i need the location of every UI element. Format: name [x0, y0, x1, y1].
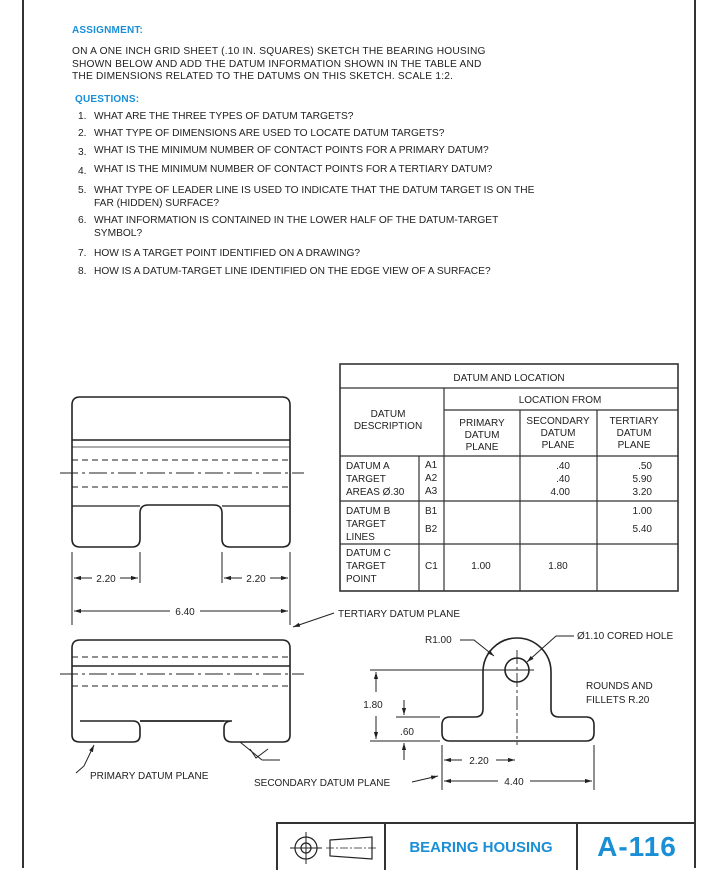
- row-c-id: C1: [425, 561, 438, 572]
- primary-leader: [76, 745, 94, 773]
- secondary-leader: [412, 776, 438, 782]
- cored-hole-leader: [527, 636, 574, 662]
- question-number: 2.: [78, 128, 87, 139]
- question-number: 5.: [78, 185, 87, 196]
- row-c-desc: DATUM C: [346, 548, 391, 559]
- projection-symbol: [278, 824, 386, 870]
- secondary-label: SECONDARY DATUM PLANE: [254, 778, 391, 789]
- question-line: WHAT TYPE OF LEADER LINE IS USED TO INDICATE THAT THE DATUM TARGET IS ON THE: [94, 185, 535, 196]
- surface-finish-symbol: [240, 742, 280, 760]
- question-line: WHAT IS THE MINIMUM NUMBER OF CONTACT POINTS FOR A TERTIARY DATUM?: [94, 164, 493, 175]
- row-a-desc: AREAS Ø.30: [346, 487, 405, 498]
- question-number: 7.: [78, 248, 87, 259]
- row-a-id: A1: [425, 460, 438, 471]
- dim-c: 2.20: [469, 756, 489, 767]
- row-b-desc: TARGET: [346, 519, 386, 530]
- questions-heading: QUESTIONS:: [75, 94, 140, 105]
- col-secondary-header: PLANE: [541, 440, 575, 451]
- radius-label: R1.00: [425, 635, 452, 646]
- title-block: [276, 822, 696, 870]
- dim-width: 6.40: [175, 607, 195, 618]
- row-a-secondary: .40: [556, 461, 570, 472]
- row-b-id: B1: [425, 506, 438, 517]
- row-c-desc: TARGET: [346, 561, 386, 572]
- desc-header: DATUM: [370, 409, 406, 420]
- question-number: 6.: [78, 215, 87, 226]
- col-primary-header: DATUM: [464, 430, 500, 441]
- datum-table-text: [346, 373, 659, 585]
- dim-height: 1.80: [363, 700, 383, 711]
- row-a-id: A3: [425, 486, 438, 497]
- row-b-desc: LINES: [346, 532, 375, 543]
- third-angle-projection-icon: [278, 824, 384, 870]
- drawing-number: A-116: [597, 831, 677, 862]
- assignment-line: SHOWN BELOW AND ADD THE DATUM INFORMATION SHOWN IN THE TABLE AND: [72, 58, 482, 70]
- col-secondary-header: SECONDARY: [526, 416, 590, 427]
- front-view: [60, 640, 304, 742]
- question-line: WHAT INFORMATION IS CONTAINED IN THE LOWER HALF OF THE DATUM-TARGET: [94, 215, 499, 226]
- dim-left-slot: 2.20: [96, 574, 116, 585]
- row-a-tertiary: 3.20: [632, 487, 652, 498]
- row-b-tertiary: 1.00: [632, 506, 652, 517]
- question-line: WHAT ARE THE THREE TYPES OF DATUM TARGETS?: [94, 111, 354, 122]
- table-title: DATUM AND LOCATION: [453, 373, 565, 384]
- desc-header: DESCRIPTION: [353, 421, 423, 432]
- row-a-secondary: .40: [556, 474, 570, 485]
- dim-right-slot: 2.20: [246, 574, 266, 585]
- question-number: 8.: [78, 266, 87, 277]
- row-b-id: B2: [425, 524, 438, 535]
- question-line: HOW IS A TARGET POINT IDENTIFIED ON A DRAWING?: [94, 248, 361, 259]
- tertiary-leader: [293, 613, 334, 627]
- row-b-desc: DATUM B: [346, 506, 391, 517]
- col-secondary-header: DATUM: [540, 428, 576, 439]
- row-c-primary: 1.00: [471, 561, 491, 572]
- question-number: 3.: [78, 147, 87, 158]
- row-a-tertiary: .50: [638, 461, 652, 472]
- row-a-id: A2: [425, 473, 438, 484]
- row-a-desc: TARGET: [346, 474, 386, 485]
- question-line: FAR (HIDDEN) SURFACE?: [94, 197, 220, 209]
- col-tertiary-header: PLANE: [617, 440, 651, 451]
- col-primary-header: PLANE: [465, 442, 499, 453]
- rounds-label: ROUNDS AND: [586, 681, 653, 692]
- row-a-tertiary: 5.90: [632, 474, 652, 485]
- assignment-heading: ASSIGNMENT:: [72, 25, 144, 36]
- question-line: WHAT TYPE OF DIMENSIONS ARE USED TO LOCATE DATUM TARGETS?: [94, 128, 445, 139]
- location-from-header: LOCATION FROM: [518, 395, 602, 406]
- question-line: SYMBOL?: [94, 227, 143, 239]
- row-a-secondary: 4.00: [550, 487, 570, 498]
- side-view: [442, 638, 594, 745]
- question-line: WHAT IS THE MINIMUM NUMBER OF CONTACT POINTS FOR A PRIMARY DATUM?: [94, 145, 489, 156]
- top-view: [60, 397, 304, 547]
- cored-hole-label: Ø1.10 CORED HOLE: [577, 631, 674, 642]
- dim-base: .60: [400, 727, 414, 738]
- col-tertiary-header: TERTIARY: [609, 416, 659, 427]
- row-a-desc: DATUM A: [346, 461, 390, 472]
- question-number: 4.: [78, 166, 87, 177]
- rounds-label: FILLETS R.20: [586, 695, 650, 706]
- row-c-desc: POINT: [346, 574, 377, 585]
- tertiary-label: TERTIARY DATUM PLANE: [338, 609, 461, 620]
- question-number: 1.: [78, 111, 87, 122]
- assignment-line: THE DIMENSIONS RELATED TO THE DATUMS ON THIS SKETCH. SCALE 1:2.: [72, 71, 454, 82]
- row-c-secondary: 1.80: [548, 561, 568, 572]
- primary-label: PRIMARY DATUM PLANE: [90, 771, 209, 782]
- assignment-line: ON A ONE INCH GRID SHEET (.10 IN. SQUARES) SKETCH THE BEARING HOUSING: [72, 46, 486, 57]
- row-b-tertiary: 5.40: [632, 524, 652, 535]
- col-tertiary-header: DATUM: [616, 428, 652, 439]
- question-line: HOW IS A DATUM-TARGET LINE IDENTIFIED ON THE EDGE VIEW OF A SURFACE?: [94, 266, 491, 277]
- drawing-title: BEARING HOUSING: [386, 824, 578, 870]
- dim-total: 4.40: [504, 777, 524, 788]
- col-primary-header: PRIMARY: [459, 418, 505, 429]
